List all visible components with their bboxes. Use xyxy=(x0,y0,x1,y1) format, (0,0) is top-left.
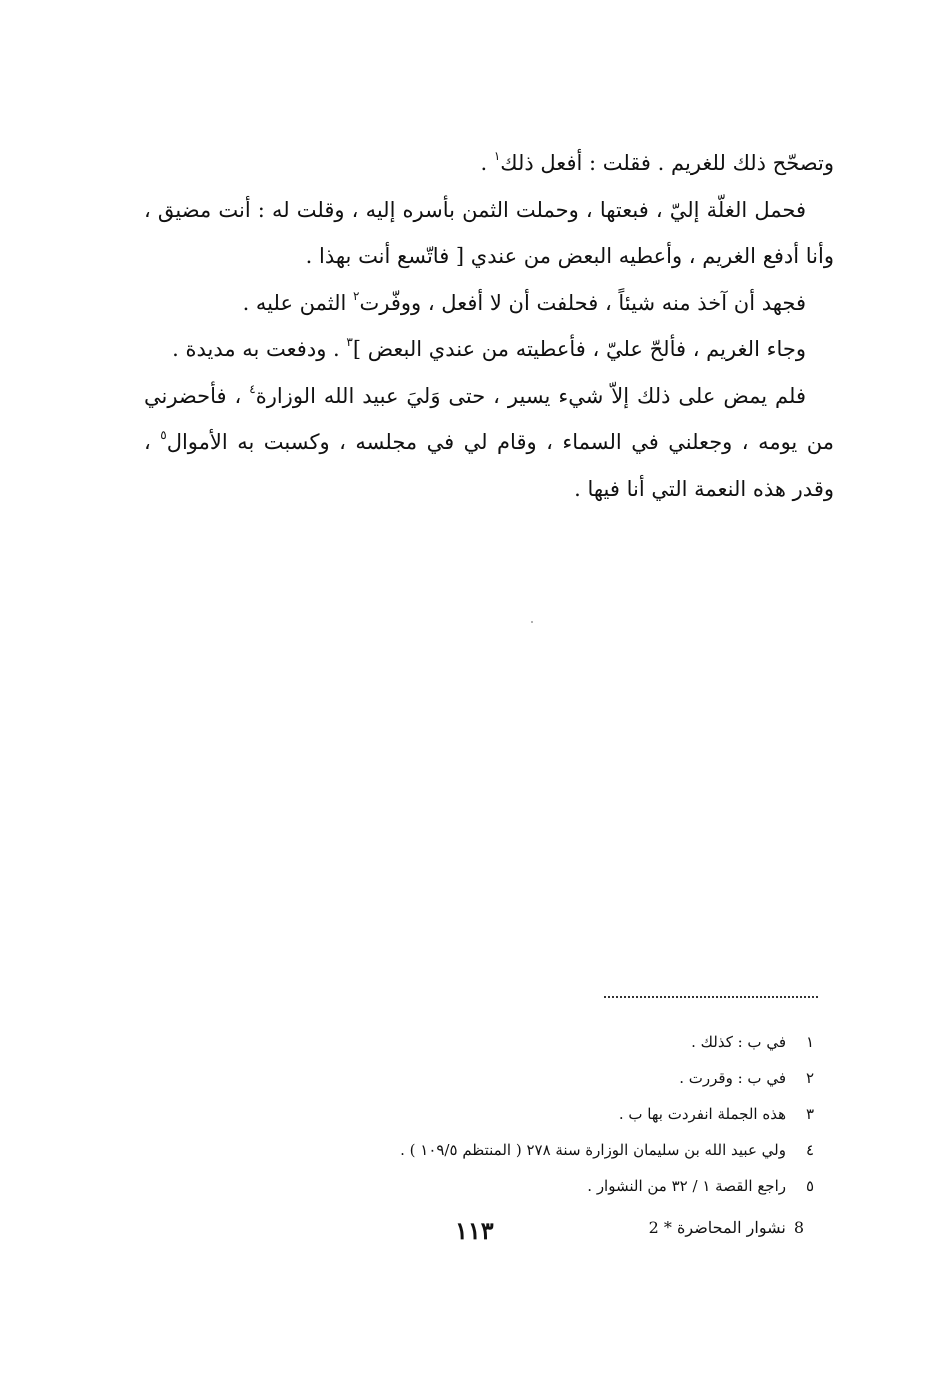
footnote-text: هذه الجملة انفردت بها ب . xyxy=(618,1105,786,1123)
paragraph xyxy=(144,326,834,373)
footnote-marker: ١ xyxy=(493,149,501,163)
footnote-text: ولي عبيد الله بن سليمان الوزارة سنة ٢٧٨ ( المنتظم ١٠٩/٥ ) . xyxy=(400,1141,786,1159)
signature-number: 8 xyxy=(793,1218,804,1237)
paragraph xyxy=(144,373,834,513)
paragraph-text: فجهد أن آخذ منه شيئاً ، فحلفت أن لا أفعل ، ووفّرت xyxy=(359,290,806,315)
footnote xyxy=(294,1168,814,1204)
paragraph-text: فحمل الغلّة إليّ ، فبعتها ، وحملت الثمن بأسره إليه ، وقلت له : أنت مضيق ، وأنا أدفع الغريم ، وأعطيه البعض من عندي [ فاتّسع أنت بهذا . xyxy=(144,197,834,268)
footnote xyxy=(294,1096,814,1132)
footnote-text: في ب : وقررت . xyxy=(679,1069,786,1087)
footnote-marker: ٣ xyxy=(346,335,353,349)
paragraph xyxy=(144,187,834,280)
main-text xyxy=(144,140,834,512)
paragraph-text: فلم يمض على ذلك إلاّ شيء يسير ، حتى وَليَ عبيد الله الوزارة xyxy=(255,383,806,408)
footnote-marker: ٢ xyxy=(353,288,360,303)
paragraph-text: ، وقدر هذه النعمة التي أنا فيها . xyxy=(144,430,834,501)
footnote-number: ٢ xyxy=(805,1069,814,1087)
footnotes xyxy=(294,1024,814,1204)
footnote-text: في ب : كذلك . xyxy=(691,1033,786,1051)
footnote xyxy=(294,1132,814,1168)
ink-speck xyxy=(531,621,533,623)
signature-text: نشوار المحاضرة * 2 xyxy=(648,1218,786,1237)
footnote-number: ٤ xyxy=(805,1141,814,1159)
footnote-separator xyxy=(604,996,818,998)
paragraph-text: الثمن عليه . xyxy=(242,290,354,315)
footnote-marker: ٤ xyxy=(249,381,256,396)
paragraph-text: وتصحّح ذلك للغريم . فقلت : أفعل ذلك xyxy=(500,151,834,175)
footnote xyxy=(294,1060,814,1096)
paragraph-text: . ودفعت به مديدة . xyxy=(172,337,347,361)
footnote-marker: ٥ xyxy=(160,428,167,442)
paragraph xyxy=(144,140,834,187)
footnote-number: ١ xyxy=(805,1033,814,1051)
signature-mark xyxy=(649,1218,804,1237)
footnote-text: راجع القصة ١ / ٣٢ من النشوار . xyxy=(587,1177,786,1195)
footnote xyxy=(294,1024,814,1060)
paragraph-text: . xyxy=(480,151,494,175)
paragraph xyxy=(144,280,834,327)
footnote-number: ٥ xyxy=(805,1177,814,1195)
footnote-number: ٣ xyxy=(805,1105,814,1123)
paragraph-text: ، فأحضرني من يومه ، وجعلني في السماء ، وقام لي في مجلسه ، وكسبت به الأموال xyxy=(144,383,834,454)
page-number: ١١٣ xyxy=(455,1216,494,1245)
paragraph-text: وجاء الغريم ، فألحّ عليّ ، فأعطيته من عندي البعض ] xyxy=(352,337,806,361)
